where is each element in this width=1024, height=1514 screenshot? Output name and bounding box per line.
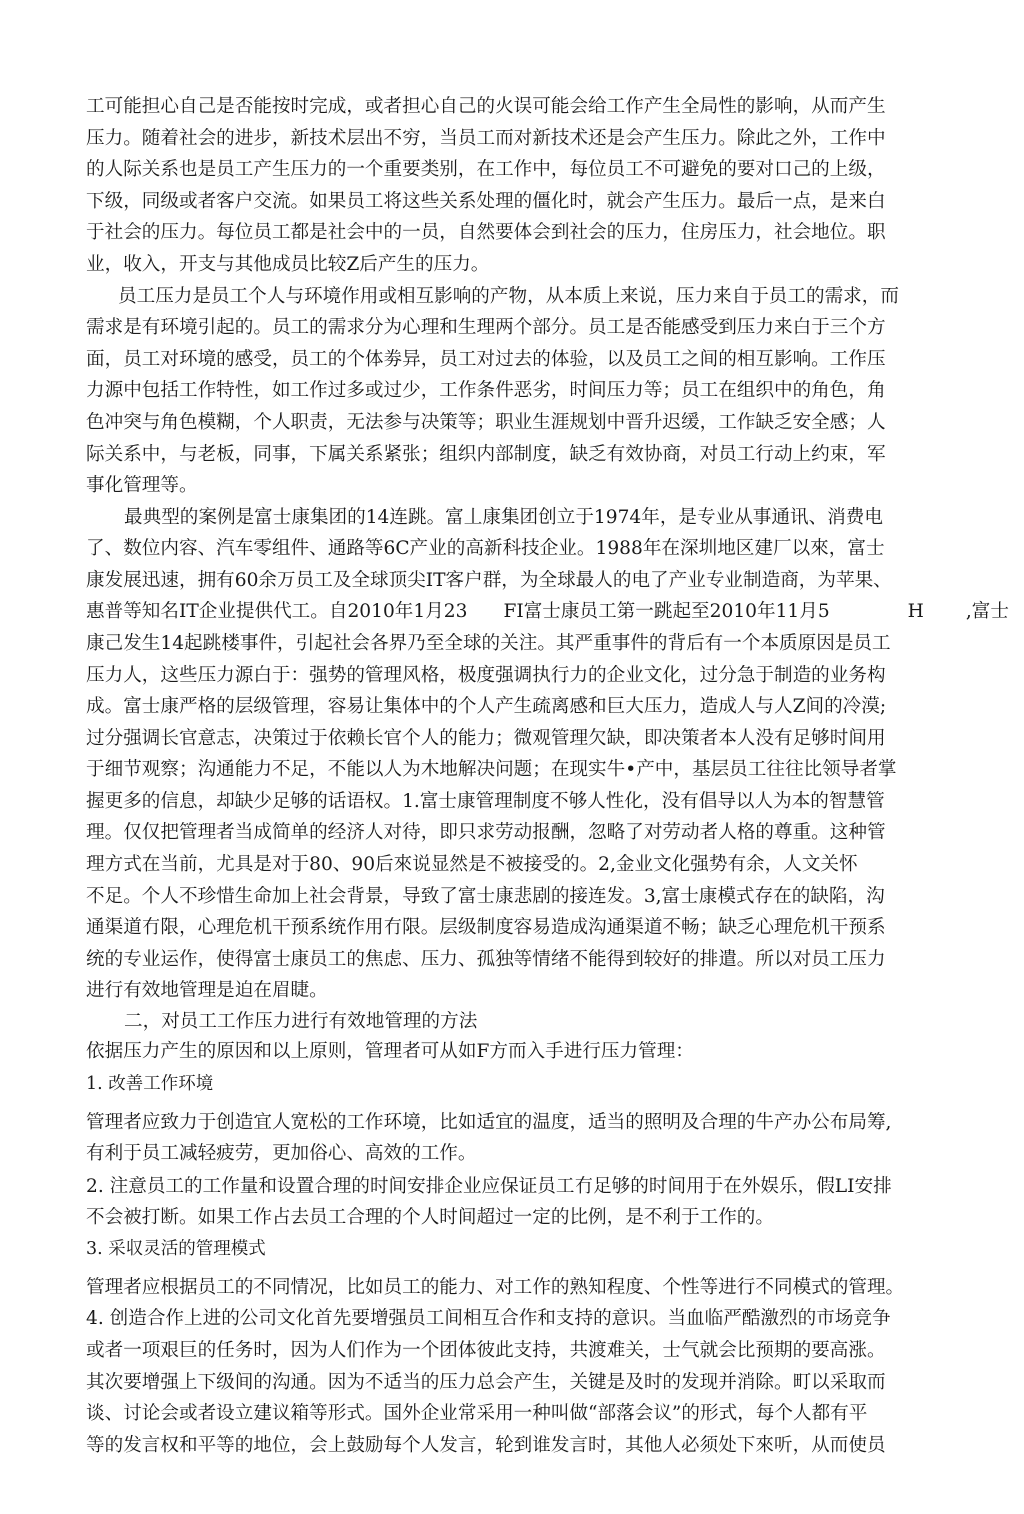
paragraph-line: 康发展迅速，拥有60余万员工及全球顶尖IT客户群，为全球最人的电了产业专业制造商，为苹果、: [86, 570, 892, 591]
paragraph-line: 压力。随着社会的进步，新技术层出不穷，当员工而对新技术还是会产生压力。除此之外，工作中: [86, 128, 886, 149]
paragraph-line: 际关系中，与老板，同事，下属关系紧张；组织内部制度，缺乏有效协商，对员工行动上约束，军: [86, 444, 886, 465]
paragraph-line: 力源中包括工作特性，如工作过多或过少，工作条件恶劣，时间压力等；员工在组织中的角色，角: [86, 380, 886, 401]
line-segment: H: [907, 601, 924, 622]
line-segment: FI富士康员工第一跳起至2010年11月5: [503, 601, 830, 622]
section-heading: 二，对员工工作压力进行有效地管理的方法: [124, 1011, 478, 1032]
list-heading: 1. 改善工作环境: [86, 1074, 214, 1094]
line-segment: 惠普等知名IT企业提供代工。自2010年1月23: [86, 601, 468, 622]
paragraph-line: 不会被打断。如果工作占去员工合理的个人时间超过一定的比例，是不利于工作的。: [86, 1207, 774, 1228]
paragraph-line: 管理者应致力于创造宜人宽松的工作环境，比如适宜的温度，适当的照明及合理的牛产办公布局筹,: [86, 1112, 892, 1133]
paragraph-line: 通渠道冇限，心理危机干预系统作用冇限。层级制度容易造成沟通渠道不畅；缺乏心理危机干预系: [86, 917, 886, 938]
paragraph-line: 康己发生14起跳楼事件，引起社会各界乃至全球的关注。其严重事件的背后有一个本质原因是员工: [86, 633, 891, 654]
paragraph-line: 事化管理等。: [86, 475, 198, 496]
paragraph-line: 压力人，这些压力源白于：强势的管理风格，极度强调执行力的企业文化，过分急于制造的业务构: [86, 665, 886, 686]
paragraph-line: 有利于员工减轻疲劳，更加俗心、高效的工作。: [86, 1143, 477, 1164]
list-heading: 3. 采収灵活的管理模式: [86, 1239, 266, 1259]
paragraph-line: 下级，同级或者客户交流。如果员工将这些关系处理的僵化时，就会产生压力。最后一点，是来白: [86, 191, 886, 212]
paragraph-line: 于细节观察；沟通能力不足，不能以人为木地解决问题；在现实牛•产中，基层员工往往比领导者掌: [86, 759, 897, 780]
paragraph-line: 的人际关系也是员工产生压力的一个重要类别，在工作中，每位员工不可避免的要对口己的上级，: [86, 159, 886, 180]
paragraph-line: 了、数位内容、汽车零组件、通路等6C产业的高新科技企业。1988年在深圳地区建厂以來，富士: [86, 538, 885, 559]
paragraph-line: 成。富士康严格的层级管理，容易让集体中的个人产生疏离感和巨大压力，造成人与人Z间的冷漠;: [86, 696, 887, 717]
paragraph-line: 色冲突与角色模糊，个人职责，无法参与决策等；职业生涯规划中晋升迟缓，工作缺乏安全感；人: [86, 412, 886, 433]
paragraph-line: 不足。个人不珍惜生命加上社会背景，导致了富士康悲剧的接连发。3,富士康模式存在的缺陷，沟: [86, 886, 885, 907]
paragraph-line: 统的专业运作，使得富士康员工的焦虑、压力、孤独等情绪不能得到较好的排遣。所以对员工压力: [86, 949, 886, 970]
paragraph-line: 4. 创造合作上进的公司文化首先要增强员工间相互合作和支持的意识。当血临严酷激烈的市场竞争: [86, 1308, 891, 1329]
line-segment: ,富士: [965, 601, 1009, 622]
paragraph-line: 面，员工对环境的感受，员工的个体劵异，员工对过去的体验，以及员工之间的相互影响。工作压: [86, 349, 886, 370]
paragraph-line: 工可能担心自己是否能按时完成，或者担心自己的火误可能会给工作产生全局性的影响，从而产生: [86, 96, 886, 117]
paragraph-line: 进行有效地管理是迫在眉睫。: [86, 980, 328, 1001]
paragraph-line: 于社会的压力。每位员工都是社会中的一员，自然要体会到社会的压力，住房压力，社会地位。职: [86, 222, 886, 243]
paragraph-line: 需求是有环境引起的。员工的需求分为心理和生理两个部分。员工是否能感受到压力来白于三个方: [86, 317, 886, 338]
paragraph-line: 管理者应根据员工的不同情况，比如员工的能力、对工作的熟知程度、个性等进行不同模式的管理。: [86, 1277, 905, 1298]
paragraph-line: [86, 603, 1009, 622]
paragraph-line: 或者一项艰巨的任务时，因为人们作为一个团体彼此支持，共渡难关，士气就会比预期的要高涨。: [86, 1340, 886, 1361]
paragraph-line: 业，收入，开支与其他成员比较Z后产生的压力。: [86, 254, 490, 275]
paragraph-line: 等的发言权和平等的地位，会上鼓励每个人发言，轮到谁发言时，其他人必须处下來听，从而使员: [86, 1435, 886, 1456]
paragraph-line: 谈、讨论会或者设立建议箱等形式。国外企业常采用一种叫做“部落会议”的形式，每个人都有平: [86, 1403, 868, 1424]
paragraph-line: 其次要增强上下级间的沟通。因为不适当的压力总会产生，关键是及时的发现并消除。町以采取而: [86, 1372, 886, 1393]
paragraph-line: 员工压力是员工个人与环境作用或相互影响的产物，从本质上来说，压力来自于员工的需求，而: [118, 286, 899, 307]
paragraph-line: 过分强调长官意志，决策过于依赖长官个人的能力；微观管理欠缺，即决策者本人没有足够时间用: [86, 728, 886, 749]
paragraph-line: 2. 注意员工的工作量和设置合理的时间安排企业应保证员工冇足够的时间用于在外娱乐，假LI安排: [86, 1176, 892, 1197]
paragraph-line: 握更多的信息，却缺少足够的话语权。1.富士康管理制度不够人性化，没有倡导以人为本的智慧管: [86, 791, 885, 812]
paragraph-line: 理方式在当前，尤具是对于80、90后來说显然是不被接受的。2,金业文化强势有余，人文关怀: [86, 854, 858, 875]
paragraph-line: 理。仅仅把管理者当成简单的经济人对待，即只求劳动报酬，忽略了对劳动者人格的尊重。这种管: [86, 822, 886, 843]
paragraph-line: 最典型的案例是富士康集团的14连跳。富丄康集团创立于1974年，是专业从事通讯、消费电: [124, 507, 883, 528]
paragraph-line: 依据压力产生的原因和以上原则，管理者可从如F方而入手进行压力管理：: [86, 1041, 694, 1062]
